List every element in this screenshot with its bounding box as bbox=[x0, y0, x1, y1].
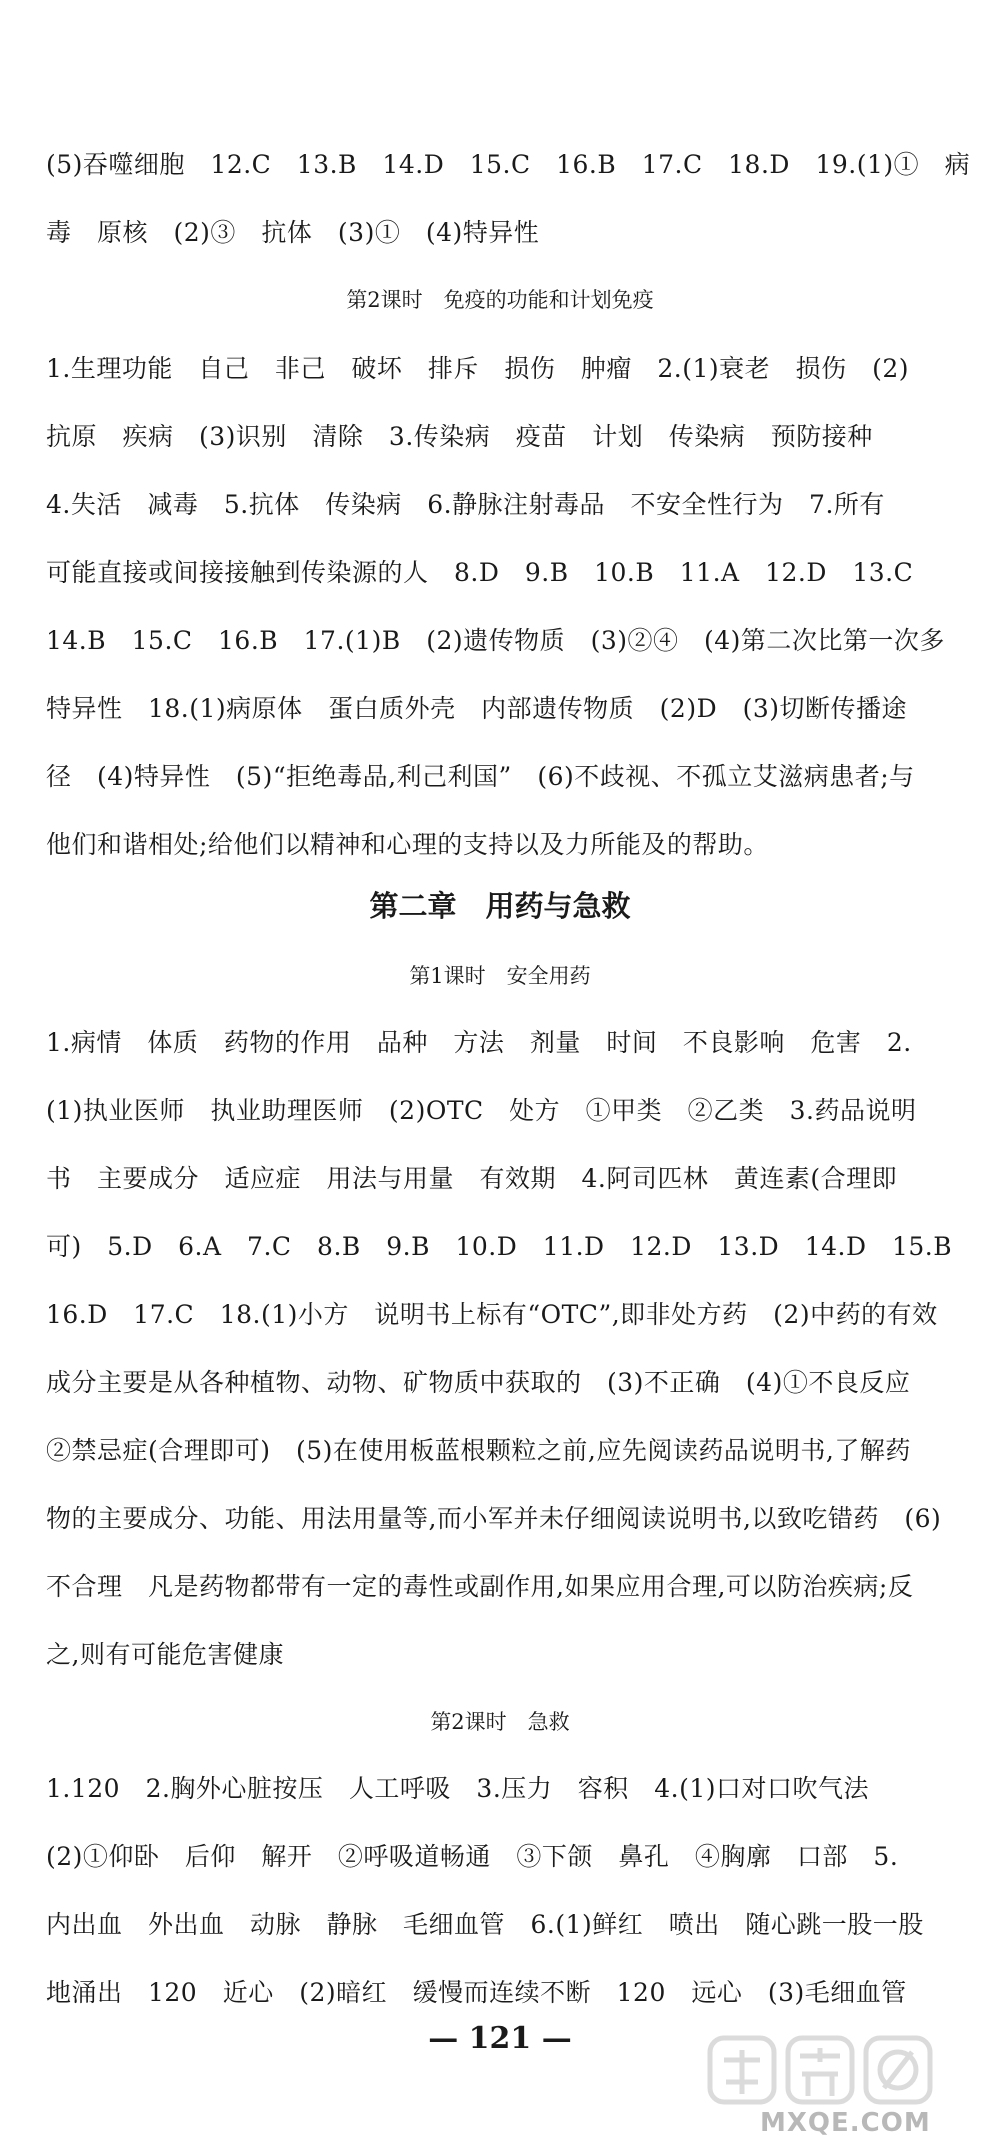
text-line: 不合理 凡是药物都带有一定的毒性或副作用,如果应用合理,可以防治疾病;反 bbox=[46, 1572, 914, 1601]
text-line: (1)执业医师 执业助理医师 (2)OTC 处方 ①甲类 ②乙类 3.药品说明 bbox=[46, 1096, 917, 1125]
section-heading: 第2课时 免疫的功能和计划免疫 bbox=[346, 288, 654, 312]
text-line: 1.生理功能 自己 非己 破坏 排斥 损伤 肿瘤 2.(1)衰老 损伤 (2) bbox=[46, 354, 910, 383]
text-line: (2)①仰卧 后仰 解开 ②呼吸道畅通 ③下颌 鼻孔 ④胸廓 口部 5. bbox=[46, 1842, 899, 1871]
text-line: ②禁忌症(合理即可) (5)在使用板蓝根颗粒之前,应先阅读药品说明书,了解药 bbox=[46, 1436, 911, 1465]
text-line: 特异性 18.(1)病原体 蛋白质外壳 内部遗传物质 (2)D (3)切断传播途 bbox=[46, 694, 908, 723]
text-line: 1.病情 体质 药物的作用 品种 方法 剂量 时间 不良影响 危害 2. bbox=[46, 1028, 912, 1057]
text-line: 14.B 15.C 16.B 17.(1)B (2)遗传物质 (3)②④ (4)第二次比第一次多 bbox=[46, 626, 945, 655]
chapter-heading: 第二章 用药与急救 bbox=[369, 889, 631, 923]
text-line: 成分主要是从各种植物、动物、矿物质中获取的 (3)不正确 (4)①不良反应 bbox=[46, 1368, 911, 1397]
section-heading: 第1课时 安全用药 bbox=[409, 964, 591, 988]
section-heading: 第2课时 急救 bbox=[430, 1710, 570, 1734]
text-line: 径 (4)特异性 (5)“拒绝毒品,利己利国” (6)不歧视、不孤立艾滋病患者;与 bbox=[46, 762, 915, 791]
text-line: 抗原 疾病 (3)识别 清除 3.传染病 疫苗 计划 传染病 预防接种 bbox=[46, 422, 873, 451]
text-line: 内出血 外出血 动脉 静脉 毛细血管 6.(1)鲜红 喷出 随心跳一股一股 bbox=[46, 1910, 924, 1939]
text-line: 之,则有可能危害健康 bbox=[46, 1640, 284, 1669]
text-line: 4.失活 减毒 5.抗体 传染病 6.静脉注射毒品 不安全性行为 7.所有 bbox=[46, 490, 885, 519]
text-line: 书 主要成分 适应症 用法与用量 有效期 4.阿司匹林 黄连素(合理即 bbox=[46, 1164, 898, 1193]
text-line: 1.120 2.胸外心脏按压 人工呼吸 3.压力 容积 4.(1)口对口吹气法 bbox=[46, 1774, 870, 1803]
text-line: 他们和谐相处;给他们以精神和心理的支持以及力所能及的帮助。 bbox=[46, 830, 769, 859]
page-number: — 121 — bbox=[428, 2021, 572, 2056]
text-line: 可能直接或间接接触到传染源的人 8.D 9.B 10.B 11.A 12.D 13.C bbox=[46, 558, 914, 587]
text-line: (5)吞噬细胞 12.C 13.B 14.D 15.C 16.B 17.C 18.D 19.(1)① 病 bbox=[46, 150, 971, 179]
text-line: 地涌出 120 近心 (2)暗红 缓慢而连续不断 120 远心 (3)毛细血管 bbox=[46, 1978, 907, 2007]
text-line: 物的主要成分、功能、用法用量等,而小军并未仔细阅读说明书,以致吃错药 (6) bbox=[46, 1504, 942, 1533]
text-line: 16.D 17.C 18.(1)小方 说明书上标有“OTC”,即非处方药 (2)中药的有效 bbox=[46, 1300, 938, 1329]
text-line: 可) 5.D 6.A 7.C 8.B 9.B 10.D 11.D 12.D 13.D 14.D 15.B bbox=[46, 1232, 953, 1261]
watermark-text: MXQE.COM bbox=[760, 2108, 931, 2138]
text-line: 毒 原核 (2)③ 抗体 (3)① (4)特异性 bbox=[46, 218, 540, 247]
